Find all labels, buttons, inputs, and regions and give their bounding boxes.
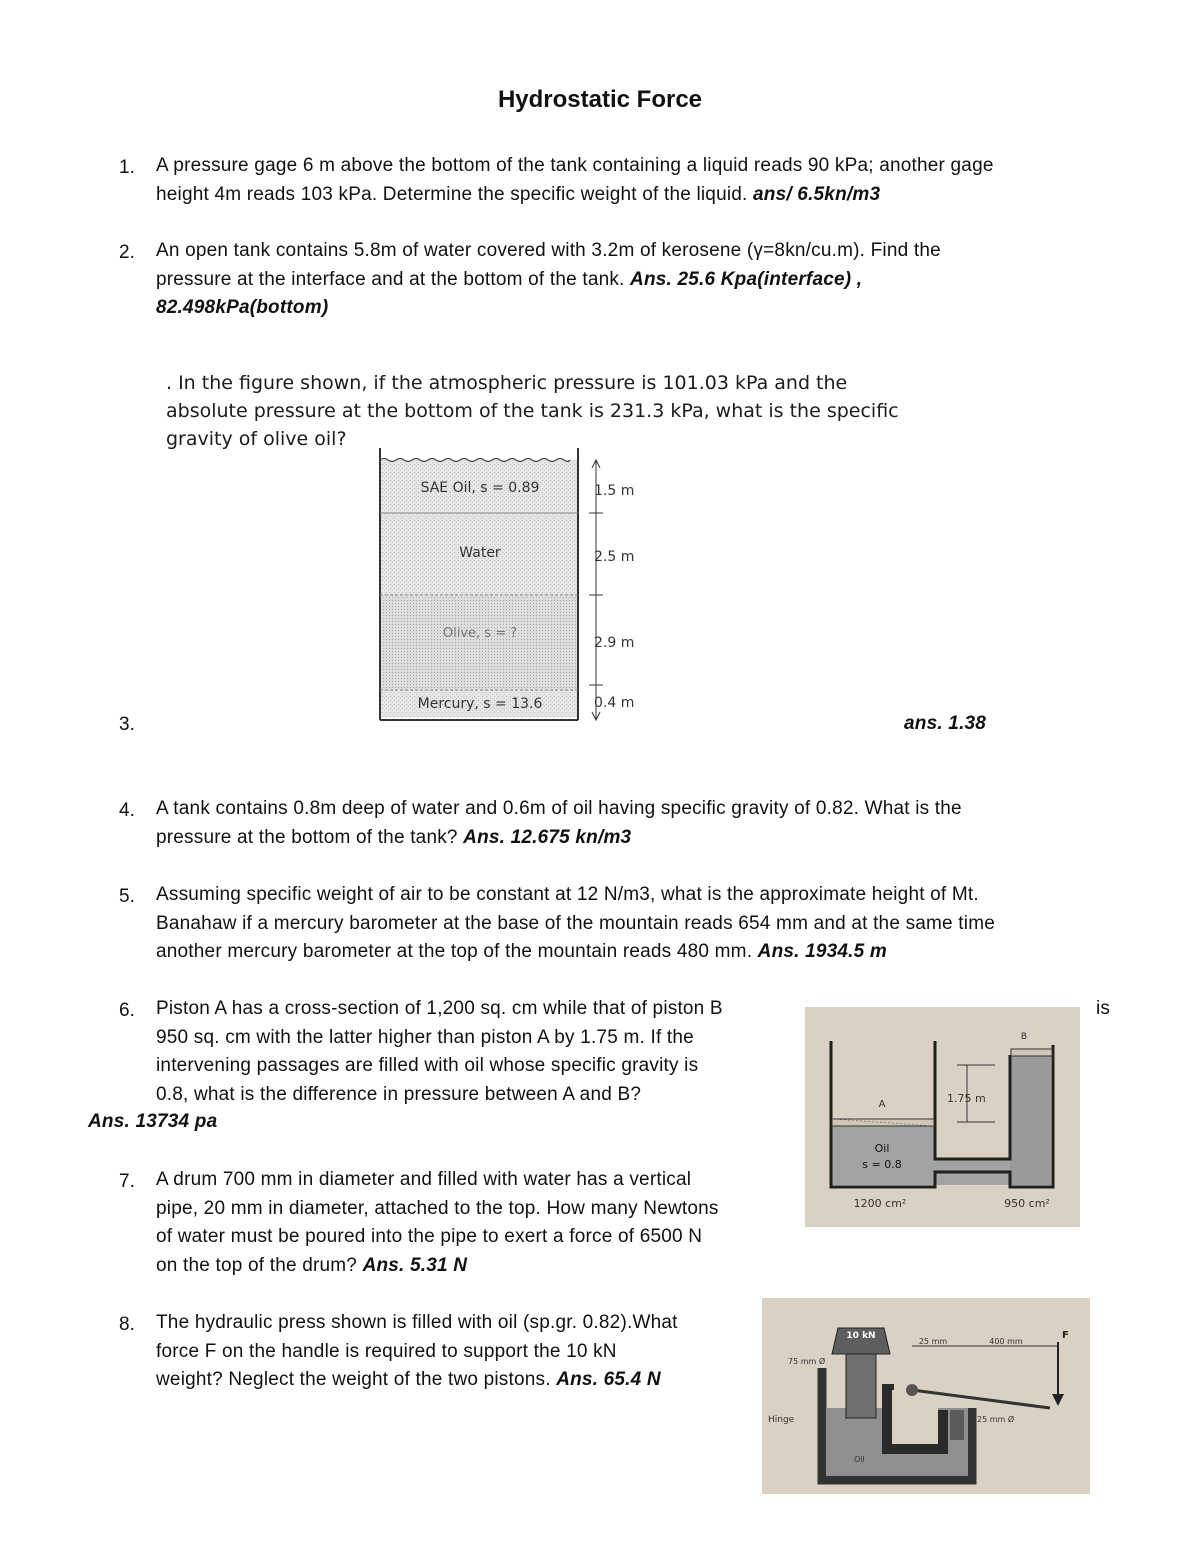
- hinge-pin: [906, 1384, 918, 1396]
- problem-3-answer: ans. 1.38: [904, 713, 987, 734]
- problem-5-number: 5.: [119, 886, 135, 907]
- problem-6-line4: 0.8, what is the difference in pressure between A and B?: [156, 1083, 642, 1105]
- problem-7-number: 7.: [119, 1171, 135, 1192]
- height-sae-oil: 1.5 m: [594, 483, 635, 499]
- label-force: F: [1062, 1330, 1069, 1341]
- problem-4-number: 4.: [119, 800, 135, 821]
- problem-7-answer: Ans. 5.31 N: [362, 1254, 468, 1276]
- problem-6-number: 6.: [119, 1000, 135, 1021]
- label-piston-b: B: [1020, 1032, 1028, 1042]
- problem-1-answer: ans/ 6.5kn/m3: [753, 183, 881, 205]
- problem-2-answer-b: 82.498kPa(bottom): [156, 297, 329, 318]
- problem-4-line2: pressure at the bottom of the tank?: [156, 826, 458, 848]
- problem-4-text: [156, 795, 1116, 852]
- label-water: Water: [459, 545, 501, 561]
- problem-7-line1: A drum 700 mm in diameter and filled with water has a vertical: [156, 1169, 692, 1190]
- problem-1-line2: height 4m reads 103 kPa. Determine the specific weight of the liquid.: [156, 183, 748, 205]
- label-arm-long: 400 mm: [989, 1337, 1023, 1346]
- problem-5-line3: another mercury barometer at the top of the mountain reads 480 mm.: [156, 941, 753, 962]
- problem-5-answer: Ans. 1934.5 m: [757, 941, 887, 962]
- problem-8-line3: weight? Neglect the weight of the two pistons.: [156, 1369, 551, 1390]
- problem-1-line1: A pressure gage 6 m above the bottom of the tank containing a liquid reads 90 kPa; another gage: [156, 155, 994, 176]
- problem-7-line4: on the top of the drum?: [156, 1254, 358, 1276]
- problem-2-number: 2.: [119, 242, 135, 263]
- problem-5-text: [156, 881, 1116, 967]
- problem-3-scan-line2: absolute pressure at the bottom of the tank is 231.3 kPa, what is the specific: [166, 400, 899, 422]
- olive-oil-layer: [380, 595, 578, 690]
- label-oil: Oil: [874, 1142, 890, 1155]
- problem-2-line2: pressure at the interface and at the bottom of the tank.: [156, 268, 625, 290]
- problem-1-number: 1.: [119, 157, 135, 178]
- problem-1-text: [156, 152, 1116, 209]
- problem-2-line1: An open tank contains 5.8m of water covered with 3.2m of kerosene (γ=8kn/cu.m). Find the: [156, 240, 941, 261]
- problem-8-answer: Ans. 65.4 N: [556, 1369, 661, 1390]
- label-dia-large: 75 mm Ø: [788, 1357, 826, 1366]
- hydraulic-press-figure: [762, 1298, 1090, 1494]
- page-title: Hydrostatic Force: [497, 86, 703, 113]
- label-hinge: Hinge: [768, 1415, 795, 1425]
- label-oil-sg: s = 0.8: [862, 1158, 902, 1171]
- piston-a: [832, 1119, 934, 1126]
- problem-6-line2: 950 sq. cm with the latter higher than piston A by 1.75 m. If the: [156, 1026, 694, 1048]
- height-olive: 2.9 m: [594, 635, 635, 651]
- problem-3-scan-line1: . In the figure shown, if the atmospheric pressure is 101.03 kPa and the: [166, 372, 848, 394]
- label-height: 1.75 m: [947, 1092, 986, 1105]
- problem-6-line3: intervening passages are filled with oil whose specific gravity is: [156, 1055, 699, 1076]
- problem-4-answer: Ans. 12.675 kn/m3: [463, 826, 632, 848]
- problem-4-line1: A tank contains 0.8m deep of water and 0.6m of oil having specific gravity of 0.82. What is the: [156, 798, 962, 819]
- press-inner-cavity: [892, 1390, 938, 1444]
- problem-7-line3: of water must be poured into the pipe to exert a force of 6500 N: [156, 1226, 703, 1247]
- problem-6-trailing-word: is: [1096, 998, 1111, 1019]
- large-piston: [846, 1354, 876, 1418]
- label-olive: Olive, s = ?: [442, 626, 518, 641]
- label-mercury: Mercury, s = 13.6: [417, 696, 543, 712]
- label-piston-a: A: [878, 1099, 886, 1110]
- label-area-a: 1200 cm²: [853, 1197, 907, 1210]
- label-area-b: 950 cm²: [1004, 1197, 1050, 1210]
- problem-8-text: [156, 1309, 756, 1395]
- problem-8-line1: The hydraulic press shown is filled with oil (sp.gr. 0.82).What: [156, 1312, 678, 1333]
- label-arm-short: 25 mm: [918, 1337, 948, 1346]
- problem-3-scan-line3: gravity of olive oil?: [166, 428, 347, 450]
- oil-left-chamber: [831, 1125, 935, 1185]
- label-sae-oil: SAE Oil, s = 0.89: [420, 480, 540, 496]
- label-weight: 10 kN: [846, 1331, 876, 1341]
- piston-figure: [805, 1007, 1080, 1227]
- problem-6-text: [156, 995, 796, 1109]
- problem-7-text: [156, 1166, 796, 1280]
- small-piston: [950, 1410, 964, 1440]
- tank-layers-figure: [370, 440, 660, 730]
- piston-b: [1011, 1049, 1052, 1056]
- label-dia-small: 25 mm Ø: [977, 1415, 1015, 1424]
- problem-2-answer-a: Ans. 25.6 Kpa(interface) ,: [630, 268, 863, 290]
- label-oil: Oil: [854, 1455, 865, 1464]
- problem-3-number: 3.: [119, 714, 135, 735]
- problem-6-line1: Piston A has a cross-section of 1,200 sq. cm while that of piston B: [156, 998, 723, 1019]
- height-mercury: 0.4 m: [594, 695, 635, 711]
- problem-5-line1: Assuming specific weight of air to be constant at 12 N/m3, what is the approximate height of Mt.: [156, 884, 979, 905]
- problem-6-answer: Ans. 13734 pa: [88, 1111, 218, 1132]
- problem-7-line2: pipe, 20 mm in diameter, attached to the top. How many Newtons: [156, 1197, 719, 1219]
- problem-5-line2: Banahaw if a mercury barometer at the base of the mountain reads 654 mm and at the same time: [156, 912, 995, 934]
- height-water: 2.5 m: [594, 549, 635, 565]
- problem-8-number: 8.: [119, 1314, 135, 1335]
- problem-2-text: [156, 237, 1116, 323]
- problem-8-line2: force F on the handle is required to support the 10 kN: [156, 1340, 617, 1362]
